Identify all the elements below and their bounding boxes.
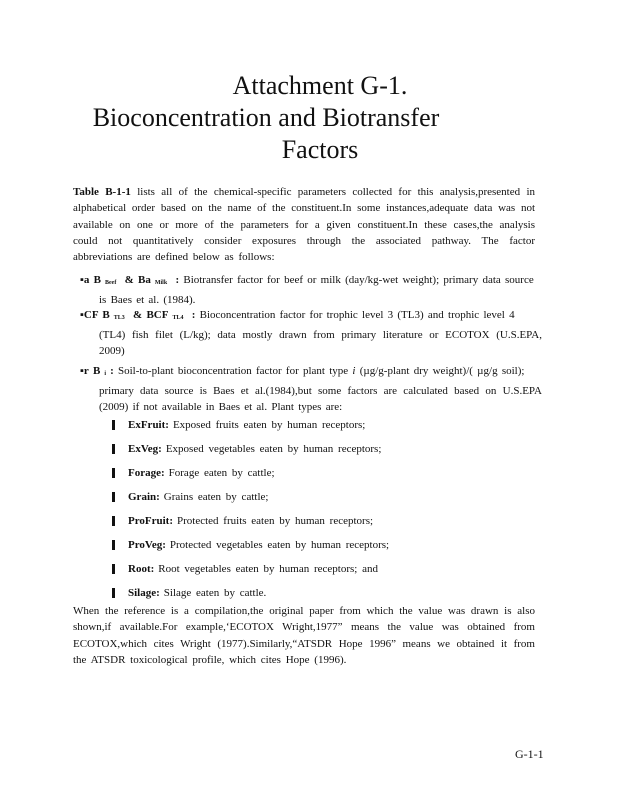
intro-text: lists all of the chemical-specific parameters collected for this analysis,presented in alphabetical order based on the name of the constituent.In some instances,adequate data was not available on one or more of the parameters for a given constituent.In these cases,the analysis could not quantitatively consider exposures through the associated pathway. The factor abbreviations are defined below as follows: <box>73 186 536 264</box>
page-number: G-1-1 <box>515 747 544 761</box>
definition-text-end: (µg/g-plant dry weight)/( µg/g soil); <box>359 365 525 377</box>
plant-type-desc: Exposed vegetables eaten by human receptors; <box>165 443 382 455</box>
title-line-2: Bioconcentration and Biotransfer <box>92 103 440 132</box>
definition-italic-i: i <box>352 365 356 377</box>
definition-bullet: ▪r <box>80 365 89 377</box>
plant-type-name: Forage: <box>128 467 165 479</box>
plant-type-name: Grain: <box>128 491 160 503</box>
plant-type-item <box>110 514 389 538</box>
plant-type-name: Root: <box>128 563 155 575</box>
definition-text: Biotransfer factor for beef or milk (day/kg-wet weight); primary data source <box>183 274 534 286</box>
bullet-mark <box>112 492 115 502</box>
bullet-mark <box>112 516 115 526</box>
outro-paragraph: When the reference is a compilation,the original paper from which the value was drawn is also shown,if available.For example,‘ECOTOX Wright,1977” means the value was obtained from ECOTOX,which cites Wright (1977).Similarly,“ATSDR Hope 1996” means we obtained it from the ATSDR toxicological profile, which cites Hope (1996). <box>73 605 535 666</box>
definition-subscript: Milk <box>154 280 168 286</box>
definition-continuation: primary data source is Baes et al.(1984),but some factors are calculated based on U.S.EPA (2009) if not available in Baes et al. Plant types are: <box>99 384 542 413</box>
definition-amp: & <box>133 309 143 321</box>
plant-type-name: ExVeg: <box>128 443 162 455</box>
plant-type-desc: Forage eaten by cattle; <box>168 467 275 479</box>
definition-continuation: is Baes et al. (1984). <box>99 293 196 306</box>
plant-type-item <box>110 538 389 562</box>
plant-type-list <box>110 418 389 610</box>
intro-paragraph <box>73 184 535 265</box>
definition-subscript: TL3 <box>113 315 125 321</box>
bullet-mark <box>112 444 115 454</box>
page-title <box>60 70 580 166</box>
table-reference: Table B-1-1 <box>73 186 131 198</box>
definition-beef-milk <box>80 272 542 308</box>
definition-symbol: BCF <box>146 309 169 321</box>
definition-colon: : <box>175 274 180 286</box>
definition-amp: & <box>124 274 134 286</box>
definition-text: Soil-to-plant bioconcentration factor for plant type <box>117 365 349 377</box>
plant-type-desc: Protected vegetables eaten by human receptors; <box>169 539 390 551</box>
plant-type-desc: Root vegetables eaten by human receptors; and <box>158 563 378 575</box>
definition-fish-bcf <box>80 307 542 360</box>
plant-type-item <box>110 442 389 466</box>
plant-type-name: Silage: <box>128 587 160 599</box>
definition-text: Bioconcentration factor for trophic level 3 (TL3) and trophic level 4 <box>199 309 515 321</box>
definition-colon: : <box>191 309 196 321</box>
plant-type-item <box>110 418 389 442</box>
plant-type-item <box>110 466 389 490</box>
title-line-1: Attachment G-1. <box>232 71 408 100</box>
bullet-mark <box>112 468 115 478</box>
definition-symbol: B <box>93 274 101 286</box>
definition-subscript: i <box>104 371 107 377</box>
definition-bullet: ▪ <box>80 309 84 321</box>
definition-continuation: (TL4) fish filet (L/kg); data mostly drawn from primary literature or ECOTOX (U.S.EPA, 2009) <box>99 328 542 357</box>
plant-type-desc: Silage eaten by cattle. <box>163 587 267 599</box>
bullet-mark <box>112 540 115 550</box>
definition-symbol: CF B <box>83 309 110 321</box>
plant-type-desc: Protected fruits eaten by human receptors; <box>177 515 374 527</box>
definition-soil-plant <box>80 363 542 416</box>
plant-type-item <box>110 562 389 586</box>
plant-type-name: ProVeg: <box>128 539 166 551</box>
definition-subscript: TL4 <box>172 315 184 321</box>
definition-symbol: B <box>93 365 101 377</box>
bullet-mark <box>112 588 115 598</box>
plant-type-desc: Grains eaten by cattle; <box>163 491 269 503</box>
bullet-mark <box>112 564 115 574</box>
bullet-mark <box>112 420 115 430</box>
plant-type-item <box>110 490 389 514</box>
plant-type-name: ProFruit: <box>128 515 174 527</box>
definition-subscript: Beef <box>105 280 117 286</box>
title-line-3: Factors <box>281 135 359 164</box>
definition-colon: : <box>110 365 114 377</box>
plant-type-name: ExFruit: <box>128 419 169 431</box>
definition-symbol: Ba <box>138 274 151 286</box>
plant-type-desc: Exposed fruits eaten by human receptors; <box>172 419 366 431</box>
definition-bullet: ▪a <box>80 274 90 286</box>
